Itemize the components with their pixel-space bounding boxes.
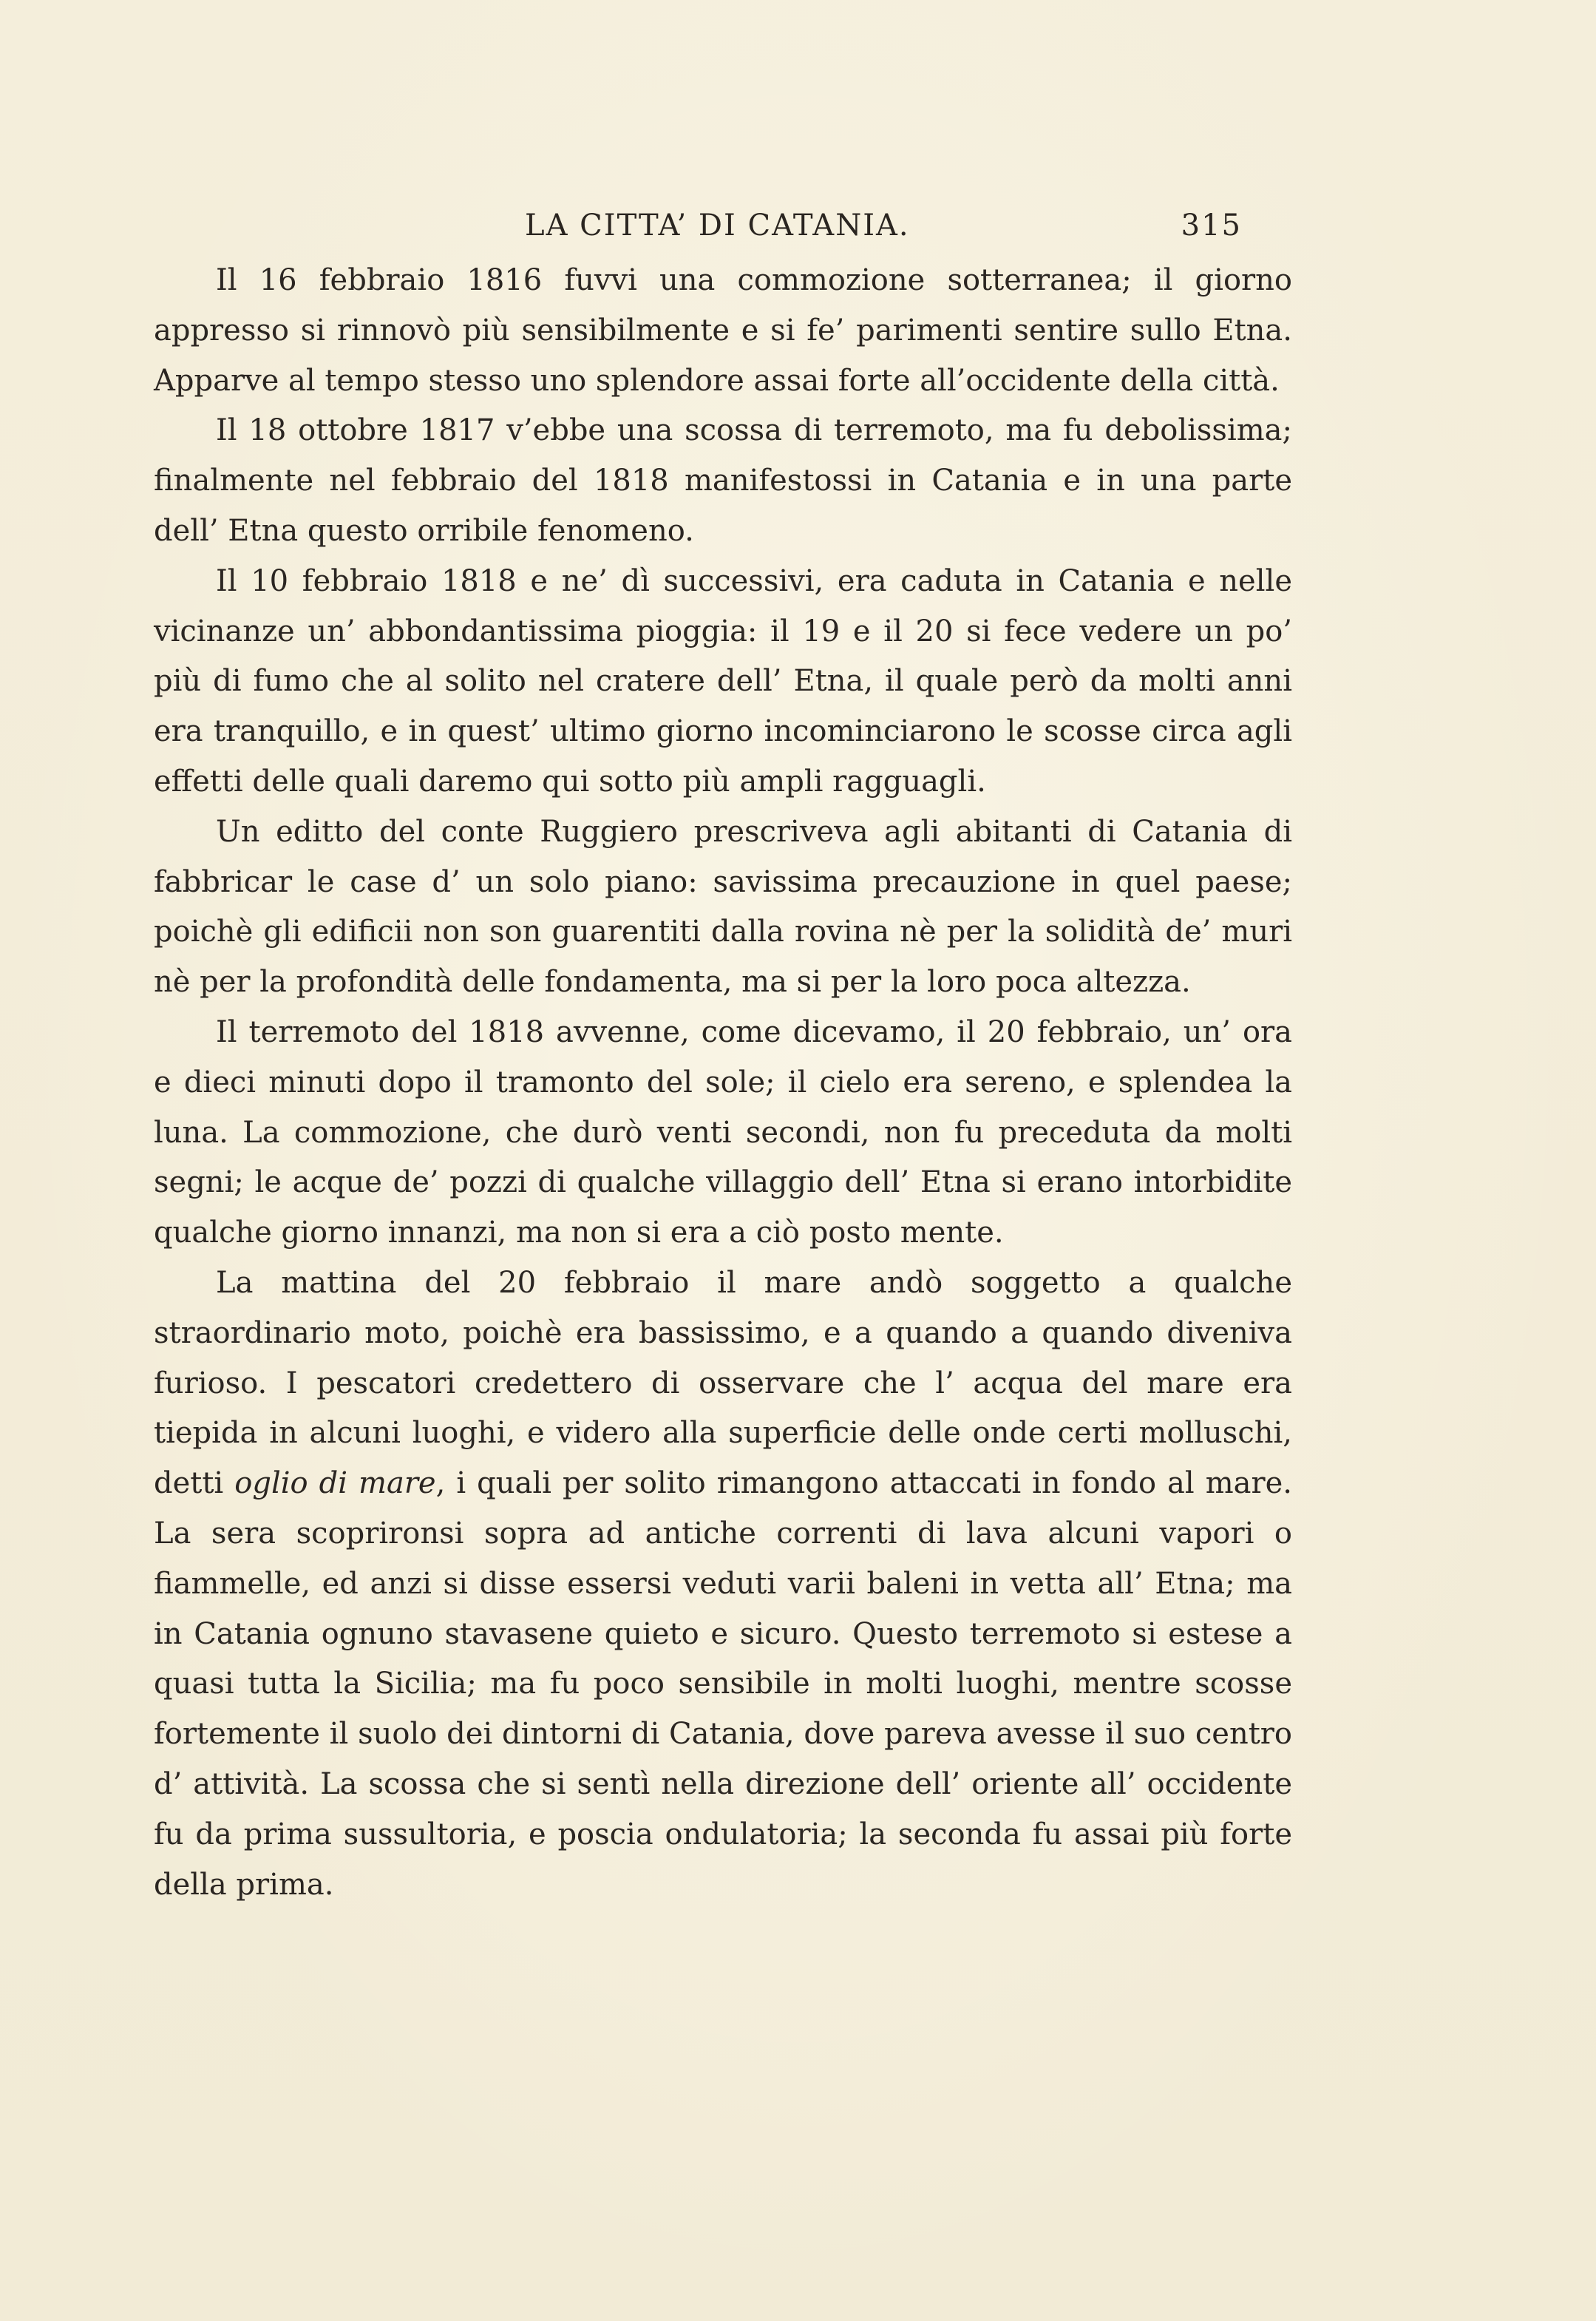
italic-term: oglio di mare (234, 1466, 436, 1501)
paragraph: Un editto del conte Ruggiero prescriveva agli abitanti di Catania di fabbricar le case d’ un solo piano: savissima precauzione in quel paese; poichè gli edificii non son guarentiti dalla rovina nè per la solidità de’ muri nè per la profondità delle fondamenta, ma si per la loro poca altezza. (154, 814, 1292, 1000)
running-title: LA CITTA’ DI CATANIA. (525, 209, 910, 243)
paragraph (154, 1258, 1292, 1910)
page-header (155, 209, 1242, 253)
paragraph: Il terremoto del 1818 avvenne, come dicevamo, il 20 febbraio, un’ ora e dieci minuti dopo il tramonto del sole; il cielo era sereno, e splendea la luna. La commozione, che durò venti secondi, non fu preceduta da molti segni; le acque de’ pozzi di qualche villaggio dell’ Etna si erano intorbidite qualche giorno innanzi, ma non si era a ciò posto mente. (154, 1014, 1292, 1250)
paragraph-text-before: La mattina del 20 febbraio il mare andò soggetto a qualche straordinario moto, poichè era bassissimo, e a quando a quando diveniva furioso. I pescatori credettero di osservare che l’ acqua del mare era tiepida in alcuni luoghi, e videro alla superficie delle onde certi molluschi, detti (154, 1265, 1292, 1501)
page-number: 315 (1181, 209, 1242, 243)
paragraph: Il 16 febbraio 1816 fuvvi una commozione sotterranea; il giorno appresso si rinnovò più sensibilmente e si fe’ parimenti sentire sullo Etna. Apparve al tempo stesso uno splendore assai forte all’occidente della città. (154, 263, 1292, 398)
paragraph: Il 18 ottobre 1817 v’ebbe una scossa di terremoto, ma fu debolissima; finalmente nel febbraio del 1818 manifestossi in Catania e in una parte dell’ Etna questo orribile fenomeno. (154, 413, 1292, 548)
paragraph-text-after: , i quali per solito rimangono attaccati in fondo al mare. La sera scoprironsi sopra ad antiche correnti di lava alcuni vapori o fiammelle, ed anzi si disse essersi veduti varii baleni in vetta all’ Etna; ma in Catania ognuno stavasene quieto e sicuro. Questo terremoto si estese a quasi tutta la Sicilia; ma fu poco sensibile in molti luoghi, mentre scosse fortemente il suolo dei dintorni di Catania, dove pareva avesse il suo centro d’ attività. La scossa che si sentì nella direzione dell’ oriente all’ occidente fu da prima sussultoria, e poscia ondulatoria; la seconda fu assai più forte della prima. (154, 1466, 1292, 1902)
paragraph: Il 10 febbraio 1818 e ne’ dì successivi, era caduta in Catania e nelle vicinanze un’ abbondantissima pioggia: il 19 e il 20 si fece vedere un po’ più di fumo che al solito nel cratere dell’ Etna, il quale però da molti anni era tranquillo, e in quest’ ultimo giorno incominciarono le scosse circa agli effetti delle quali daremo qui sotto più ampli ragguagli. (154, 563, 1292, 799)
body-text (154, 256, 1292, 1910)
